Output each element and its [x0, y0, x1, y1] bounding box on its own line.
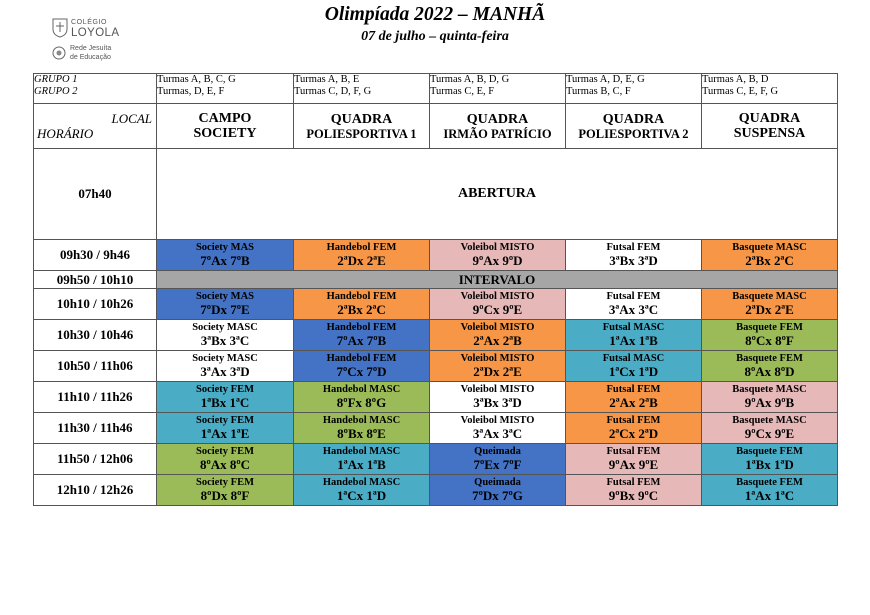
venue-header	[294, 104, 430, 149]
match-cell	[430, 475, 566, 506]
venue-name: QUADRA	[330, 111, 393, 127]
time-cell: 09h50 / 10h10	[34, 271, 157, 289]
teams-label: 9ºAx 9ºE	[608, 457, 659, 472]
match-cell	[566, 382, 702, 413]
sport-label: Society FEM	[195, 446, 255, 457]
teams-label: 3ªBx 3ªC	[200, 333, 250, 348]
match-cell	[566, 320, 702, 351]
venue-group1: Turmas A, B, C, G	[157, 74, 236, 85]
sport-label: Voleibol MISTO	[460, 384, 535, 395]
venue-group1: Turmas A, B, D, G	[430, 74, 510, 85]
break-row	[34, 271, 838, 289]
venue-groups-cell	[294, 74, 430, 104]
match-cell	[566, 444, 702, 475]
opening-cell: ABERTURA	[157, 149, 838, 240]
match-cell	[430, 320, 566, 351]
sport-label: Basquete MASC	[732, 242, 807, 253]
venue-groups-cell	[566, 74, 702, 104]
match-cell	[157, 413, 294, 444]
sport-label: Handebol FEM	[326, 242, 397, 253]
teams-label: 8ºAx 8ºC	[199, 457, 251, 472]
match-cell	[157, 351, 294, 382]
teams-label: 7ºDx 7ºE	[200, 302, 250, 317]
match-cell	[566, 475, 702, 506]
sport-label: Futsal FEM	[606, 242, 661, 253]
logo-text-colegio: COLÉGIO	[71, 19, 108, 26]
match-cell	[702, 475, 838, 506]
teams-label: 9ºCx 9ºE	[744, 426, 795, 441]
sport-label: Handebol FEM	[326, 291, 397, 302]
sport-label: Basquete MASC	[732, 384, 807, 395]
sport-label: Basquete MASC	[732, 291, 807, 302]
break-cell: INTERVALO	[157, 271, 838, 289]
teams-label: 1ªCx 1ªD	[336, 488, 387, 503]
teams-label: 2ªDx 2ªE	[337, 253, 386, 268]
match-cell	[702, 351, 838, 382]
time-cell: 11h10 / 11h26	[34, 382, 157, 413]
page-subtitle: 07 de julho – quinta-feira	[361, 29, 509, 44]
sport-label: Futsal FEM	[606, 384, 661, 395]
match-cell	[702, 382, 838, 413]
sport-label: Society MASC	[192, 353, 258, 364]
venue-group2: Turmas C, E, F	[430, 86, 495, 97]
match-cell	[702, 289, 838, 320]
teams-label: 8ºAx 8ºD	[744, 364, 795, 379]
logo-text-rede: Rede Jesuíta	[70, 45, 112, 52]
page-title: Olimpíada 2022 – MANHÃ	[324, 4, 546, 25]
time-cell: 10h10 / 10h26	[34, 289, 157, 320]
sport-label: Futsal FEM	[606, 477, 661, 488]
time-cell: 11h30 / 11h46	[34, 413, 157, 444]
schedule-table	[33, 73, 838, 506]
sport-label: Society FEM	[195, 384, 255, 395]
match-cell	[430, 240, 566, 271]
teams-label: 2ªDx 2ªE	[473, 364, 522, 379]
venue-groups-cell	[157, 74, 294, 104]
teams-label: 8ºCx 8ºF	[745, 333, 794, 348]
schedule-row	[34, 413, 838, 444]
match-cell	[566, 413, 702, 444]
schedule-row	[34, 475, 838, 506]
horario-label: HORÁRIO	[37, 126, 94, 141]
teams-label: 7ºCx 7ºD	[336, 364, 387, 379]
local-horario-header	[34, 104, 157, 149]
sport-label: Futsal MASC	[602, 353, 665, 364]
match-cell	[566, 240, 702, 271]
jesuit-seal-icon	[52, 46, 66, 60]
teams-label: 3ªBx 3ªD	[473, 395, 522, 410]
teams-label: 8ºBx 8ºE	[337, 426, 386, 441]
match-cell	[430, 413, 566, 444]
teams-label: 9ºAx 9ºD	[472, 253, 523, 268]
sport-label: Voleibol MISTO	[460, 291, 535, 302]
venue-group2: Turmas C, E, F, G	[702, 86, 779, 97]
teams-label: 2ªBx 2ªC	[337, 302, 386, 317]
teams-label: 3ªBx 3ªD	[609, 253, 658, 268]
teams-label: 2ªDx 2ªE	[745, 302, 794, 317]
match-cell	[294, 413, 430, 444]
sport-label: Handebol FEM	[326, 322, 397, 333]
teams-label: 1ªBx 1ªD	[745, 457, 794, 472]
venue-group1: Turmas A, B, D	[702, 74, 769, 85]
schedule-row	[34, 240, 838, 271]
sport-label: Society FEM	[195, 477, 255, 488]
time-cell: 10h50 / 11h06	[34, 351, 157, 382]
sport-label: Futsal MASC	[602, 322, 665, 333]
venue-subname: IRMÃO PATRÍCIO	[443, 126, 552, 141]
sport-label: Society FEM	[195, 415, 255, 426]
logo-text-educacao: de Educação	[70, 54, 111, 61]
sport-label: Voleibol MISTO	[460, 322, 535, 333]
sport-label: Futsal FEM	[606, 291, 661, 302]
time-cell: 11h50 / 12h06	[34, 444, 157, 475]
venue-group1: Turmas A, D, E, G	[566, 74, 645, 85]
sport-label: Handebol MASC	[322, 446, 401, 457]
sport-label: Basquete MASC	[732, 415, 807, 426]
teams-label: 1ªBx 1ªC	[200, 395, 250, 410]
sport-label: Voleibol MISTO	[460, 353, 535, 364]
opening-row	[34, 149, 838, 240]
match-cell	[702, 240, 838, 271]
match-cell	[430, 444, 566, 475]
teams-label: 9ºAx 9ºB	[744, 395, 795, 410]
match-cell	[294, 382, 430, 413]
venue-group2: Turmas C, D, F, G	[294, 86, 372, 97]
match-cell	[294, 444, 430, 475]
group-labels-cell	[34, 74, 157, 104]
sport-label: Society MAS	[195, 242, 255, 253]
sport-label: Handebol MASC	[322, 477, 401, 488]
time-cell: 09h30 / 9h46	[34, 240, 157, 271]
sport-label: Queimada	[474, 446, 521, 457]
match-cell	[157, 240, 294, 271]
venue-header	[430, 104, 566, 149]
teams-label: 7ºEx 7ºF	[473, 457, 522, 472]
match-cell	[157, 444, 294, 475]
venues-row	[34, 104, 838, 149]
match-cell	[294, 475, 430, 506]
sport-label: Voleibol MISTO	[460, 242, 535, 253]
sport-label: Voleibol MISTO	[460, 415, 535, 426]
venue-groups-cell	[430, 74, 566, 104]
venue-name: QUADRA	[602, 111, 665, 127]
schedule-row	[34, 382, 838, 413]
match-cell	[157, 289, 294, 320]
teams-label: 3ªAx 3ªC	[608, 302, 659, 317]
sport-label: Society MAS	[195, 291, 255, 302]
match-cell	[157, 320, 294, 351]
venue-group1: Turmas A, B, E	[294, 74, 360, 85]
local-label: LOCAL	[111, 111, 152, 126]
teams-label: 3ªAx 3ªC	[472, 426, 523, 441]
schedule-row	[34, 289, 838, 320]
sport-label: Futsal FEM	[606, 415, 661, 426]
time-cell: 12h10 / 12h26	[34, 475, 157, 506]
venue-subname: POLIESPORTIVA 1	[306, 126, 417, 141]
sport-label: Queimada	[474, 477, 521, 488]
teams-label: 9ºBx 9ºC	[608, 488, 659, 503]
sport-label: Basquete FEM	[736, 477, 803, 488]
match-cell	[566, 351, 702, 382]
teams-label: 8ºFx 8ºG	[336, 395, 387, 410]
match-cell	[566, 289, 702, 320]
group1-label: GRUPO 1	[34, 74, 78, 85]
schedule-row	[34, 320, 838, 351]
group2-label: GRUPO 2	[34, 86, 78, 97]
venue-header	[157, 104, 294, 149]
sport-label: Handebol MASC	[322, 384, 401, 395]
match-cell	[157, 382, 294, 413]
teams-label: 2ªCx 2ªD	[608, 426, 659, 441]
venue-header	[702, 104, 838, 149]
schedule-row	[34, 351, 838, 382]
match-cell	[294, 289, 430, 320]
sport-label: Handebol FEM	[326, 353, 397, 364]
match-cell	[430, 382, 566, 413]
time-cell: 10h30 / 10h46	[34, 320, 157, 351]
venue-name: QUADRA	[466, 111, 529, 127]
match-cell	[430, 351, 566, 382]
match-cell	[157, 475, 294, 506]
teams-label: 7ºAx 7ºB	[200, 253, 250, 268]
sport-label: Handebol MASC	[322, 415, 401, 426]
teams-label: 2ªAx 2ªB	[609, 395, 658, 410]
venue-group2: Turmas B, C, F	[566, 86, 631, 97]
match-cell	[430, 289, 566, 320]
venue-name: CAMPO	[198, 111, 252, 126]
venue-subname: SOCIETY	[193, 126, 257, 141]
sport-label: Society MASC	[192, 322, 258, 333]
sport-label: Basquete FEM	[736, 446, 803, 457]
match-cell	[702, 444, 838, 475]
teams-label: 7ºAx 7ºB	[336, 333, 387, 348]
match-cell	[294, 320, 430, 351]
teams-label: 1ªAx 1ªE	[200, 426, 250, 441]
teams-label: 1ªCx 1ªD	[608, 364, 659, 379]
match-cell	[702, 320, 838, 351]
sport-label: Basquete FEM	[736, 353, 803, 364]
teams-label: 1ªAx 1ªB	[337, 457, 386, 472]
teams-label: 1ªAx 1ªC	[744, 488, 795, 503]
teams-label: 1ªAx 1ªB	[609, 333, 658, 348]
sport-label: Basquete FEM	[736, 322, 803, 333]
time-cell: 07h40	[34, 149, 157, 240]
venue-name: QUADRA	[738, 111, 801, 126]
sport-label: Futsal FEM	[606, 446, 661, 457]
teams-label: 2ªBx 2ªC	[745, 253, 794, 268]
venue-groups-cell	[702, 74, 838, 104]
teams-label: 2ªAx 2ªB	[473, 333, 522, 348]
match-cell	[294, 351, 430, 382]
venue-subname: SUSPENSA	[733, 126, 806, 141]
match-cell	[702, 413, 838, 444]
venue-group2: Turmas, D, E, F	[157, 86, 225, 97]
venue-subname: POLIESPORTIVA 2	[578, 126, 689, 141]
groups-row	[34, 74, 838, 104]
venue-header	[566, 104, 702, 149]
teams-label: 7ºDx 7ºG	[472, 488, 523, 503]
logo-text-loyola: LOYOLA	[71, 27, 120, 39]
teams-label: 9ºCx 9ºE	[472, 302, 523, 317]
logo-network-text	[70, 44, 111, 62]
teams-label: 3ªAx 3ªD	[200, 364, 250, 379]
schedule-row	[34, 444, 838, 475]
teams-label: 8ºDx 8ºF	[200, 488, 250, 503]
match-cell	[294, 240, 430, 271]
